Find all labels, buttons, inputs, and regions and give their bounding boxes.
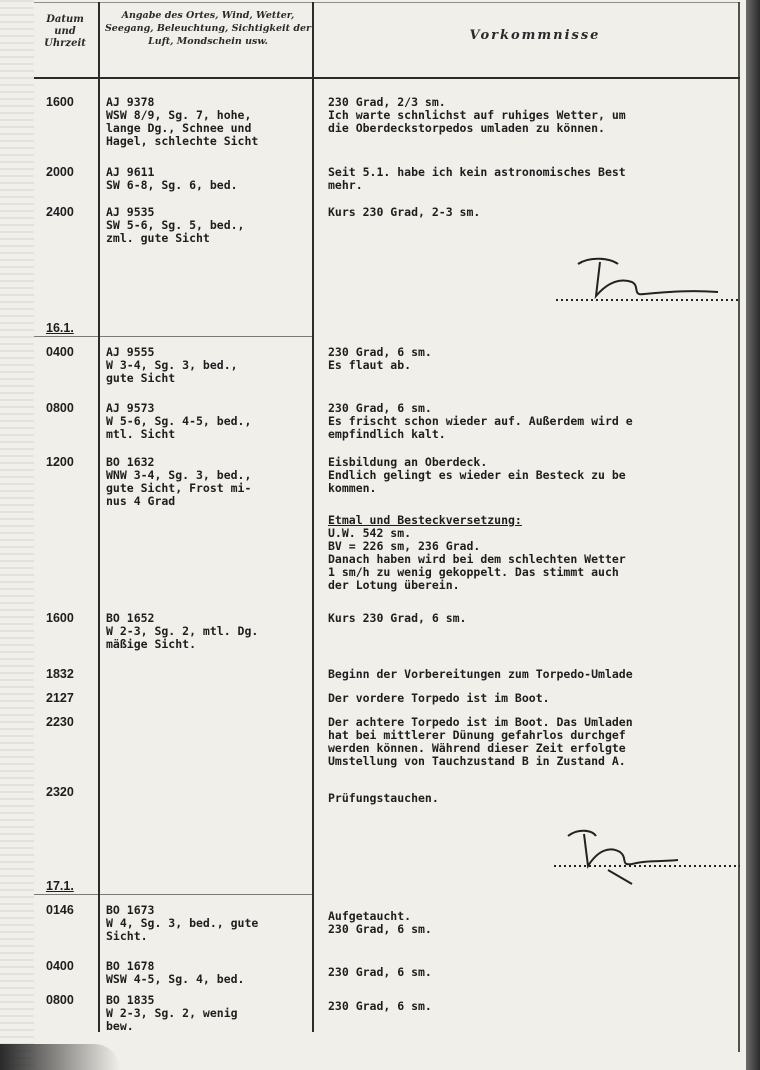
entry-time: 1832 bbox=[46, 667, 74, 681]
entry-time: 2400 bbox=[46, 205, 74, 219]
date-column-header: Datum und Uhrzeit bbox=[44, 14, 86, 49]
page-edge-shadow bbox=[746, 0, 760, 1070]
header-top-rule bbox=[34, 2, 740, 3]
entry-place: AJ 9535 SW 5-6, Sg. 5, bed., zml. gute Sicht bbox=[106, 205, 245, 245]
entry-event: Prüfungstauchen. bbox=[328, 791, 439, 805]
corner-shadow bbox=[0, 1044, 120, 1070]
entry-place: AJ 9573 W 5-6, Sg. 4-5, bed., mtl. Sicht bbox=[106, 401, 252, 441]
signature bbox=[548, 826, 748, 890]
entry-place: AJ 9611 SW 6-8, Sg. 6, bed. bbox=[106, 165, 238, 192]
event-subheading: Etmal und Besteckversetzung: bbox=[328, 513, 522, 527]
entry-time: 2320 bbox=[46, 785, 74, 799]
entry-event: 230 Grad, 6 sm. bbox=[328, 965, 432, 979]
entry-event: U.W. 542 sm. BV = 226 sm, 236 Grad. Danach haben wird bei dem schlechten Wetter 1 sm/h zu wenig gekoppelt. Das stimmt auch der Lotung überein. bbox=[328, 526, 626, 592]
day-marker: 16.1. bbox=[46, 321, 74, 335]
entry-time: 2127 bbox=[46, 691, 74, 705]
entry-event: 230 Grad, 6 sm. bbox=[328, 999, 432, 1013]
entry-time: 2230 bbox=[46, 715, 74, 729]
entry-event: Der achtere Torpedo ist im Boot. Das Umladen hat bei mittlerer Dünung gefahrlos durchgef werden können. Während dieser Zeit erfolgte Umstellung von Tauchzustand B in Zustand A. bbox=[328, 715, 633, 768]
day-marker: 17.1. bbox=[46, 879, 74, 893]
place-column-header: Angabe des Ortes, Wind, Wetter, Seegang, Beleuchtung, Sichtigkeit der Luft, Mondschein usw. bbox=[104, 10, 312, 47]
day-rule bbox=[34, 894, 314, 895]
entry-time: 0400 bbox=[46, 345, 74, 359]
entry-time: 0146 bbox=[46, 903, 74, 917]
entry-event: Kurs 230 Grad, 2-3 sm. bbox=[328, 205, 481, 219]
entry-time: 0800 bbox=[46, 401, 74, 415]
entry-place: BO 1678 WSW 4-5, Sg. 4, bed. bbox=[106, 959, 245, 986]
entry-event: Seit 5.1. habe ich kein astronomisches Best mehr. bbox=[328, 165, 626, 192]
entry-time: 1200 bbox=[46, 455, 74, 469]
entry-place: BO 1835 W 2-3, Sg. 2, wenig bew. bbox=[106, 993, 238, 1033]
entry-event: 230 Grad, 6 sm. Es flaut ab. bbox=[328, 345, 432, 372]
signature bbox=[548, 252, 748, 312]
day-rule bbox=[34, 336, 314, 337]
entry-place: BO 1673 W 4, Sg. 3, bed., gute Sicht. bbox=[106, 903, 259, 943]
place-column-rule bbox=[312, 2, 314, 1032]
entry-time: 0400 bbox=[46, 959, 74, 973]
entry-place: BO 1632 WNW 3-4, Sg. 3, bed., gute Sicht, Frost mi- nus 4 Grad bbox=[106, 455, 252, 508]
entry-time: 1600 bbox=[46, 95, 74, 109]
entry-place: BO 1652 W 2-3, Sg. 2, mtl. Dg. mäßige Sicht. bbox=[106, 611, 259, 651]
page-edge-speckle bbox=[0, 0, 34, 1070]
entry-place: AJ 9378 WSW 8/9, Sg. 7, hohe, lange Dg., Schnee und Hagel, schlechte Sicht bbox=[106, 95, 259, 148]
entry-event: Eisbildung an Oberdeck. Endlich gelingt es wieder ein Besteck zu be kommen. bbox=[328, 455, 626, 495]
events-column-header: Vorkommnisse bbox=[469, 28, 601, 43]
date-column-rule bbox=[98, 2, 100, 1032]
entry-time: 0800 bbox=[46, 993, 74, 1007]
entry-time: 1600 bbox=[46, 611, 74, 625]
entry-time: 2000 bbox=[46, 165, 74, 179]
entry-event: Beginn der Vorbereitungen zum Torpedo-Umlade bbox=[328, 667, 633, 681]
entry-event: 230 Grad, 6 sm. Es frischt schon wieder auf. Außerdem wird e empfindlich kalt. bbox=[328, 401, 633, 441]
header-bottom-rule bbox=[34, 77, 740, 79]
entry-event: 230 Grad, 2/3 sm. Ich warte schnlichst auf ruhiges Wetter, um die Oberdeckstorpedos umladen zu können. bbox=[328, 95, 626, 135]
entry-place: AJ 9555 W 3-4, Sg. 3, bed., gute Sicht bbox=[106, 345, 238, 385]
right-border-rule bbox=[738, 2, 740, 1052]
entry-event: Kurs 230 Grad, 6 sm. bbox=[328, 611, 467, 625]
entry-event: Aufgetaucht. 230 Grad, 6 sm. bbox=[328, 909, 432, 936]
entry-event: Der vordere Torpedo ist im Boot. bbox=[328, 691, 550, 705]
